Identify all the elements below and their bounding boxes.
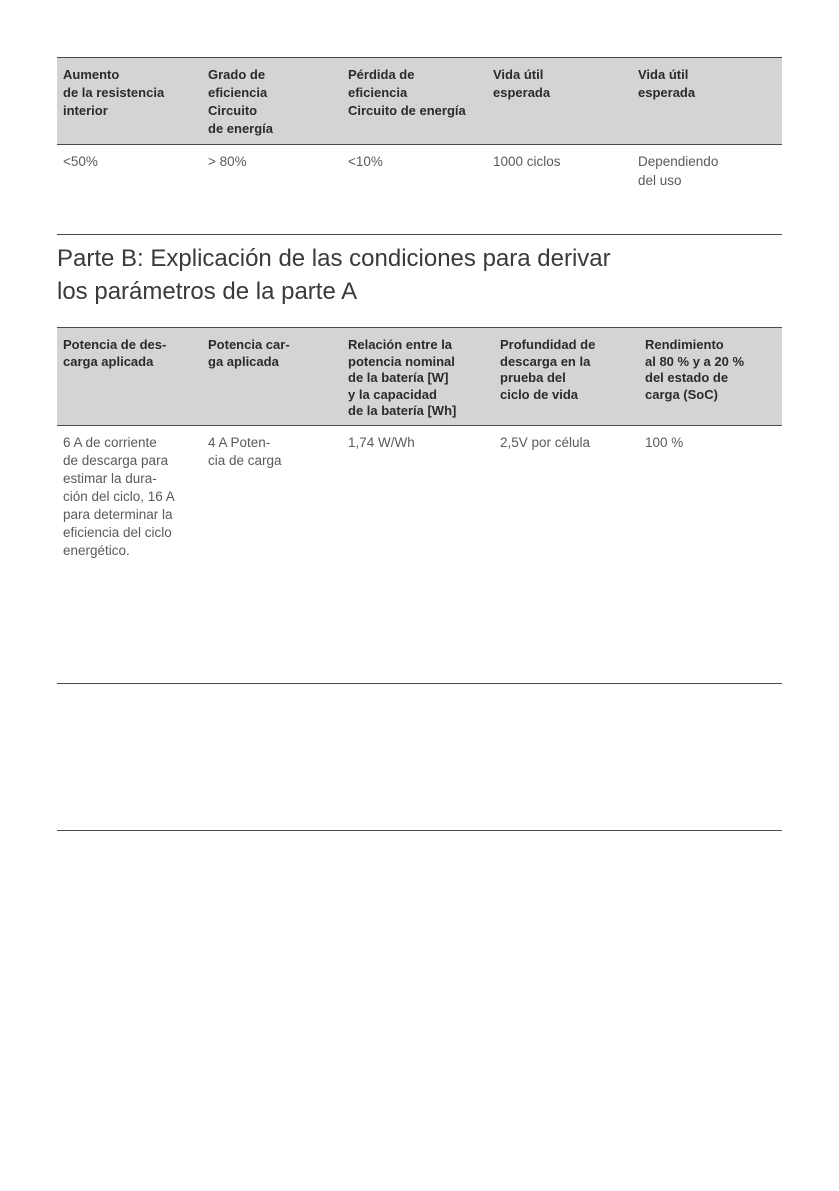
table-a-header-row [57,57,782,145]
table-row [57,426,782,684]
table-b-header-row [57,327,782,426]
table-b-header-charge-power: Potencia car- ga aplicada [208,337,290,369]
table-b-cell-soc-performance: 100 % [645,435,684,450]
table-b-header-discharge-power: Potencia de des- carga aplicada [63,337,167,369]
table-part-a [57,57,782,235]
table-a-header-efficiency-loss: Pérdida de eficiencia Circuito de energía [348,67,466,118]
table-b-cell-depth-of-discharge: 2,5V por célula [500,435,591,450]
table-a-cell-efficiency-loss: <10% [348,154,383,169]
table-a-cell-lifetime-2: Dependiendo del uso [638,154,719,188]
divider [57,830,782,831]
table-a-header-lifetime-1: Vida útil esperada [493,67,551,100]
table-a-header-lifetime-2: Vida útil esperada [638,67,696,100]
table-a-cell-resistance: <50% [63,154,98,169]
table-b-cell-charge-power: 4 A Poten- cia de carga [208,435,282,468]
table-b-header-soc-performance: Rendimiento al 80 % y a 20 % del estado de carga (SoC) [645,337,745,402]
table-a-cell-lifetime-1: 1000 ciclos [493,154,561,169]
table-a-cell-efficiency: > 80% [208,154,247,169]
table-part-b [57,327,782,684]
table-b-header-depth-of-discharge: Profundidad de descarga en la prueba del ciclo de vida [500,337,596,402]
table-b-cell-discharge-power: 6 A de corriente de descarga para estimar la dura- ción del ciclo, 16 A para determinar la eficiencia del ciclo energético. [63,435,175,558]
table-b-cell-power-capacity-ratio: 1,74 W/Wh [348,435,415,450]
table-a-header-resistance: Aumento de la resistencia interior [63,67,165,118]
table-b-header-power-capacity-ratio: Relación entre la potencia nominal de la batería [W] y la capacidad de la batería [Wh] [348,337,457,418]
table-a-header-efficiency: Grado de eficiencia Circuito de energía [208,67,274,136]
section-title-part-b: Parte B: Explicación de las condiciones para derivar los parámetros de la parte A [57,245,611,305]
table-row [57,145,782,235]
